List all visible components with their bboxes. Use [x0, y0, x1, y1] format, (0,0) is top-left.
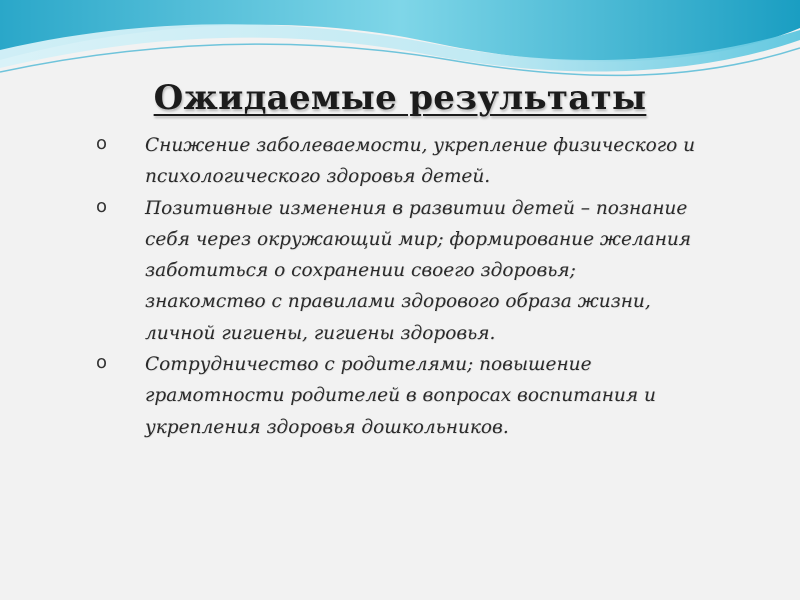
list-item-text: Позитивные изменения в развитии детей – познание себя через окружающий мир; формирование желания заботиться о сохранении своего здоровья; знакомство с правилами здорового образа жизни, личной гигиены, гигиены здоровья. [145, 197, 692, 344]
list-item [96, 193, 696, 349]
list-item [96, 349, 696, 443]
slide-title: Ожидаемые результаты [153, 78, 647, 118]
list-item [96, 130, 696, 193]
list-item-text: Снижение заболеваемости, укрепление физического и психологического здоровья детей. [145, 135, 696, 188]
bullet-circle-icon: o [96, 133, 108, 154]
results-list [96, 130, 696, 443]
bullet-circle-icon: o [96, 352, 108, 374]
list-item-text: Сотрудничество с родителями; повышение грамотности родителей в вопросах воспитания и укрепления здоровья дошкольников. [145, 354, 656, 438]
bullet-circle-icon: o [96, 195, 108, 217]
